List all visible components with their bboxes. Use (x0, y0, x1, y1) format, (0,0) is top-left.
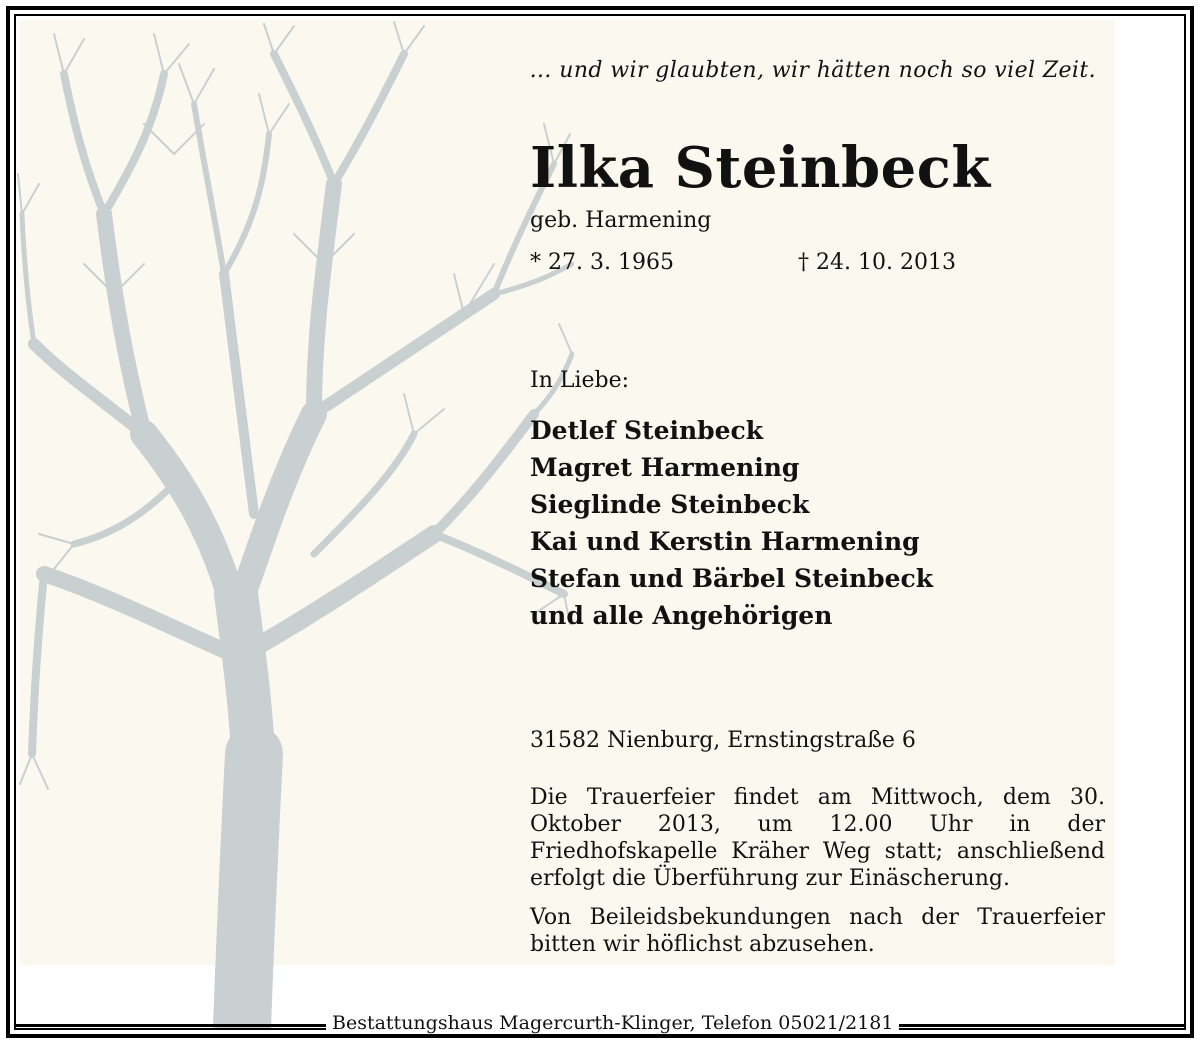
funeral-home-contact: Bestattungshaus Magercurth-Klinger, Telefon 05021/2181 (326, 1012, 899, 1034)
mourner-name: Kai und Kerstin Harmening (530, 527, 920, 556)
mourners-list (530, 412, 933, 634)
mourner-name: Magret Harmening (530, 453, 800, 482)
condolence-note: Von Beileidsbekundungen nach der Trauerfeier bitten wir höflichst abzusehen. (530, 905, 1105, 957)
address: 31582 Nienburg, Ernstingstraße 6 (530, 728, 916, 753)
footer (14, 1012, 1186, 1036)
mourner-name: Detlef Steinbeck (530, 416, 764, 445)
death-date: † 24. 10. 2013 (798, 250, 956, 275)
deceased-name: Ilka Steinbeck (530, 135, 991, 201)
birth-date: * 27. 3. 1965 (530, 250, 674, 275)
born-name: geb. Harmening (530, 208, 712, 233)
motto-quote: … und wir glaubten, wir hätten noch so viel Zeit. (529, 58, 1096, 83)
mourner-name: Sieglinde Steinbeck (530, 490, 810, 519)
in-love-label: In Liebe: (530, 368, 630, 393)
bare-tree-illustration (14, 14, 574, 1028)
service-announcement: Die Trauerfeier findet am Mittwoch, dem 30. Oktober 2013, um 12.00 Uhr in der Friedhofskapelle Kräher Weg statt; anschließend erfolgt die Überführung zur Einäscherung. (530, 785, 1105, 891)
mourner-name: Stefan und Bärbel Steinbeck (530, 564, 934, 593)
mourner-name: und alle Angehörigen (530, 601, 833, 630)
